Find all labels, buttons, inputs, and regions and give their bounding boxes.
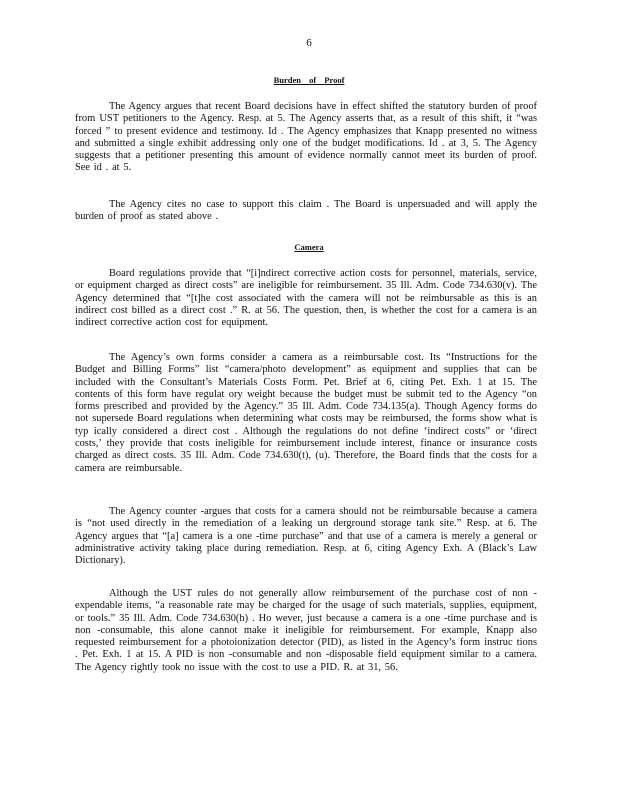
paragraph-burden-1: The Agency argues that recent Board decisions have in effect shifted the statutory burden of proof from UST petitioners to the Agency. Resp. at 5. The Agency asserts that, as a result of this shift, it “was forced ” to present evidence and testimony. Id . The Agency emphasizes that Knapp presented no witness and submitted a single exhibit addressing only one of the budget modifications. Id . at 3, 5. The Agency suggests that a petitioner presenting this amount of evidence normally cannot meet its burden of proof. See id . at 5. (75, 101, 537, 174)
paragraph-camera-1: Board regulations provide that “[i]ndirect corrective action costs for personnel, materials, service, or equipment charged as direct costs” are ineligible for reimbursement. 35 Ill. Adm. Code 734.630(v). The Agency determined that “[t]he cost associated with the camera will not be reimbursable as this is an indirect cost billed as a direct cost .” R. at 56. The question, then, is whether the cost for a camera is an indirect corrective action cost for equipment. (75, 268, 537, 329)
paragraph-camera-4: Although the UST rules do not generally allow reimbursement of the purchase cost of non -expendable items, “a reasonable rate may be charged for the usage of such materials, supplies, equipment, or tools.” 35 Ill. Adm. Code 734.630(h) . Ho wever, just because a camera is a one -time purchase and is non -consumable, this alone cannot make it ineligible for reimbursement. For example, Knapp also requested reimbursement for a photoionization detector (PID), as listed in the Agency’s form instruc tions . Pet. Exh. 1 at 15. A PID is non -consumable and non -disposable field equipment similar to a camera. The Agency rightly took no issue with the cost to use a PID. R. at 31, 56. (75, 588, 537, 673)
page-number: 6 (306, 37, 312, 49)
paragraph-camera-2: The Agency’s own forms consider a camera as a reimbursable cost. Its “Instructions for the Budget and Billing Forms” list “camera/photo development” as equipment and supplies that can be included with the Consultant’s Materials Costs Form. Pet. Brief at 6, citing Pet. Exh. 1 at 15. The contents of this form have regulat ory weight because the budget must be submit ted to the Agency “on forms prescribed and provided by the Agency.” 35 Ill. Adm. Code 734.135(a). Though Agency forms do not supersede Board regulations when determining what costs may be reimbursed, the forms show what is typ ically considered a direct cost . Although the regulations do not define ‘indirect costs” or ‘direct costs,’ they provide that costs ineligible for reimbursement include interest, finance or insurance costs charged as direct costs. 35 Ill. Adm. Code 734.630(t), (u). Therefore, the Board finds that the costs for a camera are reimbursable. (75, 352, 537, 474)
section-heading-burden-of-proof: Burden of Proof (273, 75, 345, 85)
section-heading-camera: Camera (294, 242, 324, 252)
paragraph-camera-3: The Agency counter -argues that costs for a camera should not be reimbursable because a camera is “not used directly in the remediation of a leaking un derground storage tank site.” Resp. at 6. The Agency argues that “[a] camera is a one -time purchase” and that use of a camera is merely a general or administrative activity taking place during remediation. Resp. at 6, citing Agency Exh. A (Black’s Law Dictionary). (75, 506, 537, 567)
paragraph-burden-2: The Agency cites no case to support this claim . The Board is unpersuaded and will apply the burden of proof as stated above . (75, 199, 537, 223)
